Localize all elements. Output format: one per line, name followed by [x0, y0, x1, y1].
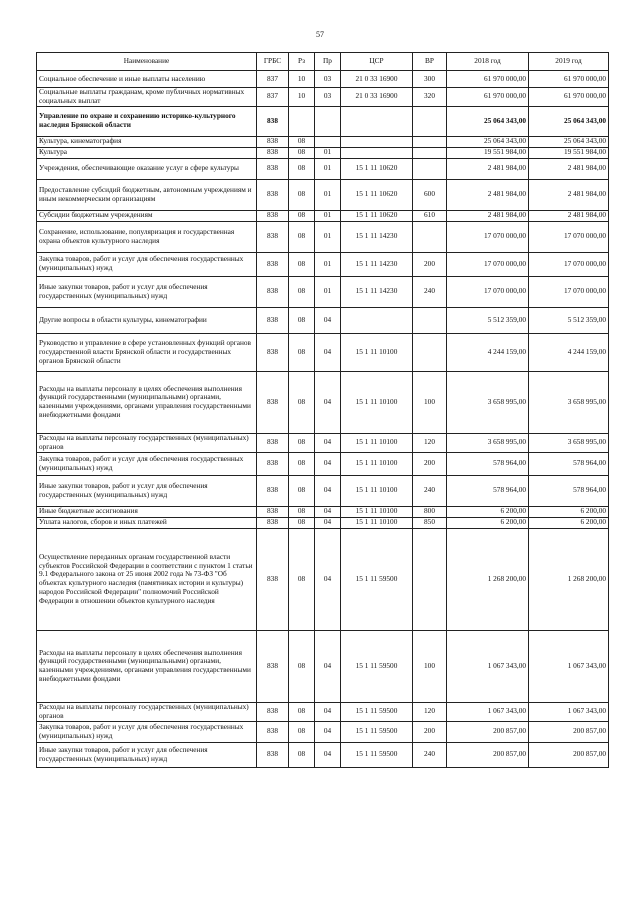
- row-name: Сохранение, использование, популяризация и государственная охрана объектов культурного наследия: [37, 221, 257, 252]
- row-vr: 320: [413, 88, 447, 107]
- row-amount-2019: 25 064 343,00: [529, 136, 609, 147]
- table-row: [37, 433, 609, 452]
- row-amount-2019: 17 070 000,00: [529, 252, 609, 276]
- row-vr: [413, 333, 447, 371]
- row-name: Иные закупки товаров, работ и услуг для обеспечения государственных (муниципальных) нужд: [37, 276, 257, 307]
- table-row: [37, 721, 609, 742]
- row-amount-2018: 25 064 343,00: [447, 106, 529, 136]
- row-pr: 04: [315, 517, 341, 528]
- row-vr: 200: [413, 252, 447, 276]
- row-vr: 200: [413, 721, 447, 742]
- row-pr: 01: [315, 158, 341, 179]
- table-row: [37, 452, 609, 475]
- row-vr: 200: [413, 452, 447, 475]
- table-row: [37, 71, 609, 88]
- row-name: Руководство и управление в сфере установленных функций органов государственной власти Брянской области и государственных органов Брянской области: [37, 333, 257, 371]
- row-vr: 610: [413, 210, 447, 221]
- row-rz: 08: [289, 307, 315, 333]
- row-vr: 850: [413, 517, 447, 528]
- row-grbs: 838: [257, 147, 289, 158]
- row-csr: 21 0 33 16900: [341, 71, 413, 88]
- row-rz: 08: [289, 630, 315, 702]
- row-csr: 15 1 11 10100: [341, 517, 413, 528]
- row-vr: 240: [413, 276, 447, 307]
- row-amount-2019: 578 964,00: [529, 475, 609, 506]
- row-rz: 08: [289, 433, 315, 452]
- row-amount-2018: 578 964,00: [447, 475, 529, 506]
- row-amount-2019: 2 481 984,00: [529, 179, 609, 210]
- row-vr: [413, 307, 447, 333]
- row-amount-2019: 17 070 000,00: [529, 276, 609, 307]
- row-csr: 15 1 11 10100: [341, 433, 413, 452]
- row-amount-2018: 5 512 359,00: [447, 307, 529, 333]
- row-csr: 15 1 11 10100: [341, 452, 413, 475]
- row-amount-2018: 2 481 984,00: [447, 179, 529, 210]
- row-name: Социальное обеспечение и иные выплаты населению: [37, 71, 257, 88]
- row-amount-2019: 6 200,00: [529, 506, 609, 517]
- row-vr: [413, 158, 447, 179]
- table-row: [37, 517, 609, 528]
- table-row: [37, 136, 609, 147]
- row-rz: 08: [289, 702, 315, 721]
- row-amount-2019: 2 481 984,00: [529, 158, 609, 179]
- row-name: Предоставление субсидий бюджетным, автономным учреждениям и иным некоммерческим организациям: [37, 179, 257, 210]
- row-vr: 120: [413, 433, 447, 452]
- row-grbs: 838: [257, 630, 289, 702]
- table-row: [37, 158, 609, 179]
- row-amount-2019: 25 064 343,00: [529, 106, 609, 136]
- header-vr: ВР: [413, 53, 447, 71]
- row-csr: 15 1 11 59500: [341, 742, 413, 767]
- row-csr: 21 0 33 16900: [341, 88, 413, 107]
- table-row: [37, 88, 609, 107]
- row-grbs: 838: [257, 517, 289, 528]
- row-rz: 08: [289, 158, 315, 179]
- table-row: [37, 252, 609, 276]
- row-pr: 04: [315, 702, 341, 721]
- row-name: Расходы на выплаты персоналу в целях обеспечения выполнения функций государственными (муниципальными) органами, казенными учреждениями, органами управления государственными внебюджетными фондами: [37, 630, 257, 702]
- row-name: Закупка товаров, работ и услуг для обеспечения государственных (муниципальных) нужд: [37, 721, 257, 742]
- row-vr: 240: [413, 742, 447, 767]
- row-amount-2018: 3 658 995,00: [447, 433, 529, 452]
- row-name: Иные закупки товаров, работ и услуг для обеспечения государственных (муниципальных) нужд: [37, 475, 257, 506]
- row-pr: 04: [315, 452, 341, 475]
- row-csr: [341, 136, 413, 147]
- row-vr: 300: [413, 71, 447, 88]
- table-row: [37, 475, 609, 506]
- row-pr: 04: [315, 630, 341, 702]
- row-rz: 08: [289, 528, 315, 630]
- row-amount-2019: 19 551 984,00: [529, 147, 609, 158]
- row-amount-2019: 3 658 995,00: [529, 433, 609, 452]
- row-pr: 04: [315, 528, 341, 630]
- row-vr: [413, 147, 447, 158]
- row-grbs: 838: [257, 528, 289, 630]
- row-amount-2019: 61 970 000,00: [529, 88, 609, 107]
- row-amount-2018: 200 857,00: [447, 721, 529, 742]
- row-name: Субсидии бюджетным учреждениям: [37, 210, 257, 221]
- row-csr: 15 1 11 10100: [341, 475, 413, 506]
- row-amount-2019: 1 067 343,00: [529, 630, 609, 702]
- row-csr: 15 1 11 59500: [341, 721, 413, 742]
- header-name: Наименование: [37, 53, 257, 71]
- row-rz: 08: [289, 210, 315, 221]
- row-name: Расходы на выплаты персоналу в целях обеспечения выполнения функций государственными (муниципальными) органами, казенными учреждениями, органами управления государственными внебюджетными фондами: [37, 371, 257, 433]
- row-csr: 15 1 11 10100: [341, 371, 413, 433]
- row-pr: 01: [315, 147, 341, 158]
- row-rz: 08: [289, 371, 315, 433]
- header-csr: ЦСР: [341, 53, 413, 71]
- table-row: [37, 528, 609, 630]
- row-grbs: 838: [257, 158, 289, 179]
- row-csr: 15 1 11 10620: [341, 158, 413, 179]
- row-pr: 04: [315, 721, 341, 742]
- row-pr: 04: [315, 433, 341, 452]
- row-pr: 04: [315, 475, 341, 506]
- row-rz: 08: [289, 147, 315, 158]
- row-grbs: 838: [257, 475, 289, 506]
- row-csr: 15 1 11 14230: [341, 221, 413, 252]
- row-rz: 10: [289, 71, 315, 88]
- row-rz: 08: [289, 506, 315, 517]
- row-csr: [341, 106, 413, 136]
- row-amount-2019: 1 268 200,00: [529, 528, 609, 630]
- row-name: Другие вопросы в области культуры, кинематографии: [37, 307, 257, 333]
- row-vr: 100: [413, 630, 447, 702]
- table-row: [37, 702, 609, 721]
- row-amount-2019: 61 970 000,00: [529, 71, 609, 88]
- row-vr: [413, 528, 447, 630]
- row-pr: 04: [315, 307, 341, 333]
- row-amount-2018: 6 200,00: [447, 517, 529, 528]
- row-rz: 08: [289, 276, 315, 307]
- row-amount-2019: 578 964,00: [529, 452, 609, 475]
- row-grbs: 838: [257, 742, 289, 767]
- row-amount-2018: 19 551 984,00: [447, 147, 529, 158]
- header-2019: 2019 год: [529, 53, 609, 71]
- table-row: [37, 221, 609, 252]
- row-amount-2019: 6 200,00: [529, 517, 609, 528]
- row-amount-2018: 1 067 343,00: [447, 630, 529, 702]
- row-pr: 01: [315, 221, 341, 252]
- row-pr: 04: [315, 506, 341, 517]
- row-rz: 08: [289, 179, 315, 210]
- row-name: Уплата налогов, сборов и иных платежей: [37, 517, 257, 528]
- row-grbs: 838: [257, 210, 289, 221]
- row-amount-2019: 5 512 359,00: [529, 307, 609, 333]
- row-amount-2019: 3 658 995,00: [529, 371, 609, 433]
- row-pr: 01: [315, 210, 341, 221]
- row-grbs: 837: [257, 88, 289, 107]
- row-name: Расходы на выплаты персоналу государственных (муниципальных) органов: [37, 702, 257, 721]
- row-grbs: 838: [257, 252, 289, 276]
- row-name: Осуществление переданных органам государственной власти субъектов Российской Федерации в соответствии с пунктом 1 статьи 9.1 Федерального закона от 25 июня 2002 года № 73-ФЗ "Об объектах культурного наследия (памятниках истории и культуры) народов Российской Федерации" полномочий Российской Федерации в отношении объектов культурного наследия: [37, 528, 257, 630]
- row-amount-2018: 61 970 000,00: [447, 71, 529, 88]
- row-name: Закупка товаров, работ и услуг для обеспечения государственных (муниципальных) нужд: [37, 452, 257, 475]
- row-vr: 120: [413, 702, 447, 721]
- table-row: [37, 742, 609, 767]
- row-grbs: 838: [257, 452, 289, 475]
- row-rz: 08: [289, 721, 315, 742]
- row-vr: 100: [413, 371, 447, 433]
- row-amount-2019: 2 481 984,00: [529, 210, 609, 221]
- row-grbs: 838: [257, 221, 289, 252]
- row-amount-2018: 17 070 000,00: [447, 221, 529, 252]
- row-name: Социальные выплаты гражданам, кроме публичных нормативных социальных выплат: [37, 88, 257, 107]
- row-amount-2019: 1 067 343,00: [529, 702, 609, 721]
- row-rz: [289, 106, 315, 136]
- row-name: Культура, кинематография: [37, 136, 257, 147]
- row-amount-2018: 61 970 000,00: [447, 88, 529, 107]
- row-pr: 01: [315, 179, 341, 210]
- row-grbs: 838: [257, 106, 289, 136]
- row-name: Учреждения, обеспечивающие оказание услуг в сфере культуры: [37, 158, 257, 179]
- row-amount-2018: 1 268 200,00: [447, 528, 529, 630]
- row-name: Культура: [37, 147, 257, 158]
- row-pr: 01: [315, 276, 341, 307]
- row-amount-2018: 25 064 343,00: [447, 136, 529, 147]
- row-pr: 04: [315, 333, 341, 371]
- row-name: Иные бюджетные ассигнования: [37, 506, 257, 517]
- row-rz: 08: [289, 475, 315, 506]
- row-amount-2018: 200 857,00: [447, 742, 529, 767]
- row-pr: 04: [315, 371, 341, 433]
- budget-table: [36, 52, 609, 768]
- table-row: [37, 333, 609, 371]
- row-rz: 08: [289, 742, 315, 767]
- row-grbs: 838: [257, 433, 289, 452]
- row-name: Расходы на выплаты персоналу государственных (муниципальных) органов: [37, 433, 257, 452]
- row-rz: 08: [289, 136, 315, 147]
- table-row: [37, 307, 609, 333]
- row-grbs: 838: [257, 307, 289, 333]
- row-rz: 10: [289, 88, 315, 107]
- row-amount-2019: 17 070 000,00: [529, 221, 609, 252]
- header-rz: Рз: [289, 53, 315, 71]
- table-row: [37, 276, 609, 307]
- row-csr: 15 1 11 14230: [341, 276, 413, 307]
- row-pr: [315, 136, 341, 147]
- row-csr: [341, 147, 413, 158]
- row-csr: 15 1 11 10620: [341, 179, 413, 210]
- row-amount-2018: 2 481 984,00: [447, 158, 529, 179]
- row-rz: 08: [289, 333, 315, 371]
- row-pr: 03: [315, 71, 341, 88]
- row-amount-2018: 578 964,00: [447, 452, 529, 475]
- row-grbs: 838: [257, 179, 289, 210]
- row-rz: 08: [289, 252, 315, 276]
- row-amount-2018: 4 244 159,00: [447, 333, 529, 371]
- table-row: [37, 210, 609, 221]
- row-grbs: 838: [257, 506, 289, 517]
- row-grbs: 838: [257, 333, 289, 371]
- row-amount-2018: 17 070 000,00: [447, 276, 529, 307]
- row-csr: 15 1 11 10100: [341, 333, 413, 371]
- row-csr: 15 1 11 10620: [341, 210, 413, 221]
- row-amount-2018: 17 070 000,00: [447, 252, 529, 276]
- row-grbs: 838: [257, 371, 289, 433]
- row-csr: [341, 307, 413, 333]
- table-header-row: [37, 53, 609, 71]
- table-row: [37, 106, 609, 136]
- header-pr: Пр: [315, 53, 341, 71]
- table-row: [37, 371, 609, 433]
- row-amount-2019: 200 857,00: [529, 742, 609, 767]
- row-pr: [315, 106, 341, 136]
- table-row: [37, 630, 609, 702]
- row-csr: 15 1 11 14230: [341, 252, 413, 276]
- row-vr: [413, 136, 447, 147]
- row-rz: 08: [289, 221, 315, 252]
- row-csr: 15 1 11 59500: [341, 528, 413, 630]
- table-row: [37, 147, 609, 158]
- row-grbs: 838: [257, 721, 289, 742]
- row-vr: 240: [413, 475, 447, 506]
- row-name: Закупка товаров, работ и услуг для обеспечения государственных (муниципальных) нужд: [37, 252, 257, 276]
- table-row: [37, 179, 609, 210]
- row-pr: 04: [315, 742, 341, 767]
- row-vr: 800: [413, 506, 447, 517]
- page-number: 57: [316, 30, 324, 39]
- row-name: Иные закупки товаров, работ и услуг для обеспечения государственных (муниципальных) нужд: [37, 742, 257, 767]
- row-csr: 15 1 11 59500: [341, 702, 413, 721]
- row-pr: 01: [315, 252, 341, 276]
- row-vr: [413, 106, 447, 136]
- row-grbs: 838: [257, 276, 289, 307]
- row-vr: [413, 221, 447, 252]
- row-grbs: 837: [257, 71, 289, 88]
- row-amount-2018: 3 658 995,00: [447, 371, 529, 433]
- header-2018: 2018 год: [447, 53, 529, 71]
- row-csr: 15 1 11 10100: [341, 506, 413, 517]
- row-name: Управление по охране и сохранению историко-культурного наследия Брянской области: [37, 106, 257, 136]
- row-amount-2019: 200 857,00: [529, 721, 609, 742]
- row-rz: 08: [289, 517, 315, 528]
- row-grbs: 838: [257, 702, 289, 721]
- row-amount-2018: 2 481 984,00: [447, 210, 529, 221]
- header-grbs: ГРБС: [257, 53, 289, 71]
- row-rz: 08: [289, 452, 315, 475]
- row-pr: 03: [315, 88, 341, 107]
- row-csr: 15 1 11 59500: [341, 630, 413, 702]
- row-amount-2018: 1 067 343,00: [447, 702, 529, 721]
- row-amount-2018: 6 200,00: [447, 506, 529, 517]
- table-row: [37, 506, 609, 517]
- row-grbs: 838: [257, 136, 289, 147]
- row-amount-2019: 4 244 159,00: [529, 333, 609, 371]
- row-vr: 600: [413, 179, 447, 210]
